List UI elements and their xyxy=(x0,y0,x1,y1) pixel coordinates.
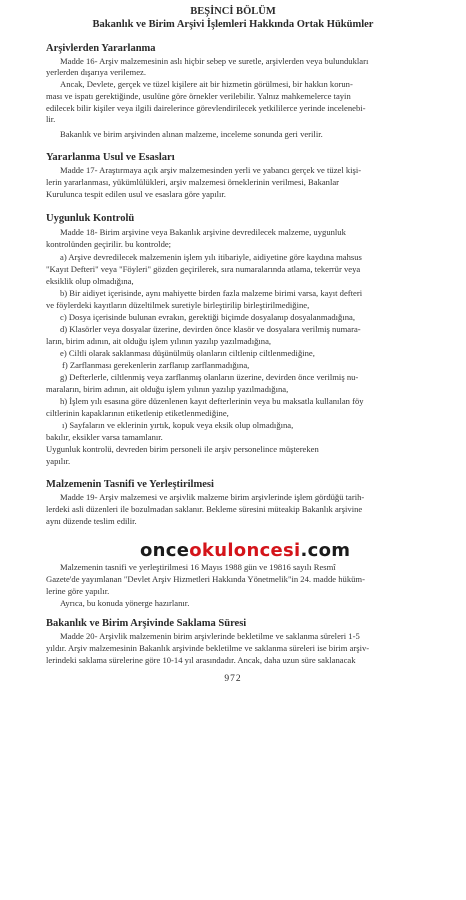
paragraph-line: Madde 17- Araştırmaya açık arşiv malzemesinden yerli ve yabancı gerçek ve tüzel kişi- xyxy=(60,165,362,175)
paragraph-line: Ayrıca, bu konuda yönerge hazırlanır. xyxy=(60,598,190,608)
paragraph-line: kontrolünden geçirilir. bu kontrolde; xyxy=(46,239,172,249)
paragraph-line: e) Ciltli olarak saklanması düşünülmüş olanların ciltlenip ciltlenmediğine, xyxy=(60,348,315,358)
paragraph-line: Gazete'de yayımlanan "Devlet Arşiv Hizmetleri Hakkında Yönetmelik"in 24. madde hüküm- xyxy=(46,574,365,584)
section-heading: Bakanlık ve Birim Arşivinde Saklama Süresi xyxy=(46,618,247,629)
paragraph-line: Kurulunca tespit edilen usul ve esaslara göre yapılır. xyxy=(46,189,226,199)
paragraph-line: yerlerden dışarıya verilemez. xyxy=(46,67,146,77)
watermark-part: once xyxy=(140,540,190,561)
paragraph-line: lerine göre yapılır. xyxy=(46,586,110,596)
paragraph-line: Ancak, Devlete, gerçek ve tüzel kişilere ait bir hizmetin görülmesi, bir hakkın korun- xyxy=(60,79,353,89)
paragraph-line: d) Klasörler veya dosyalar üzerine, devirden önce klasör ve dosyalara verilmiş numara- xyxy=(60,324,361,334)
paragraph-line: a) Arşive devredilecek malzemenin işlem yılı itibariyle, aidiyetine göre kaydına mahsus xyxy=(60,252,362,262)
paragraph-line: ve föylerdeki kayıtların düzeltilmek suretiyle birleştirilip birleştirilmediğine, xyxy=(46,300,310,310)
paragraph-line: ların, birim adının, ait olduğu işlem yılının yazılıp yazılmadığına, xyxy=(46,336,272,346)
paragraph-line: lerindeki saklama sürelerine göre 10-14 yıl arasındadır. Ancak, daha uzun süre saklanacak xyxy=(46,655,356,665)
paragraph-line: Madde 16- Arşiv malzemesinin aslı hiçbir sebep ve suretle, arşivlerden veya bulundukları xyxy=(60,56,369,66)
section-heading: Malzemenin Tasnifi ve Yerleştirilmesi xyxy=(46,479,214,490)
section-heading: Arşivlerden Yararlanma xyxy=(46,43,156,54)
watermark-part: .com xyxy=(300,540,351,561)
paragraph-line: bakılır, eksikler varsa tamamlanır. xyxy=(46,432,163,442)
paragraph-line: b) Bir aidiyet içerisinde, aynı mahiyette birden fazla malzeme birimi varsa, kayıt defteri xyxy=(60,288,363,298)
paragraph-line: edilecek bilir kişiler veya ilgili dairelerince görevlendirilecek yetkililerce yerinde incelenebi- xyxy=(46,103,366,113)
paragraph-line: aynı düzende teslim edilir. xyxy=(46,516,137,526)
paragraph-line: eksiklik olup olmadığına, xyxy=(46,276,134,286)
paragraph-line: maraların, birim adının, ait olduğu işlem yılının yazılıp yazılmadığına, xyxy=(46,384,289,394)
paragraph-line: ı) Sayfaların ve eklerinin yırtık, kopuk veya eksik olup olmadığına, xyxy=(62,420,294,430)
watermark xyxy=(140,540,350,561)
paragraph-line: lerin yararlanması, yükümlülükleri, arşiv malzemesi örneklerinin verilmesi, Bakanlar xyxy=(46,177,340,187)
chapter-subtitle: Bakanlık ve Birim Arşivi İşlemleri Hakkında Ortak Hükümler xyxy=(92,19,374,30)
page-number: 972 xyxy=(224,674,242,684)
paragraph-line: lerdeki asli düzenleri ile bozulmadan saklanır. Bekleme süresini müteakip Bakanlık arşivine xyxy=(46,504,363,514)
paragraph-line: ciltlerinin kapaklarının etiketlenip etiketlenmediğine, xyxy=(46,408,229,418)
paragraph-line: g) Defterlerle, ciltlenmiş veya zarflanmış olanların üzerine, devirden önce verilmiş nu- xyxy=(60,372,359,382)
watermark-part: okuloncesi xyxy=(189,540,301,561)
paragraph-line: Madde 18- Birim arşivine veya Bakanlık arşivine devredilecek malzeme, uygunluk xyxy=(60,227,346,237)
paragraph-line: lir. xyxy=(46,114,56,124)
section-heading: Yararlanma Usul ve Esasları xyxy=(46,152,175,163)
paragraph-line: yıldır. Arşiv malzemesinin Bakanlık arşivinde bekletilme ve saklanma süreleri ise birim arşiv- xyxy=(46,643,370,653)
paragraph-line: Malzemenin tasnifi ve yerleştirilmesi 16 Mayıs 1988 gün ve 19816 sayılı Resmî xyxy=(60,562,336,572)
chapter-title: BEŞİNCİ BÖLÜM xyxy=(190,6,276,17)
paragraph-line: ması ve ispatı gerektiğinde, usulüne göre örnekler verilebilir. Yalnız mahkemelerce tayin xyxy=(46,91,351,101)
paragraph-line: Uygunluk kontrolü, devreden birim personeli ile arşiv personelince müştereken xyxy=(46,444,319,454)
paragraph-line: Madde 19- Arşiv malzemesi ve arşivlik malzeme birim arşivlerinde işlem gördüğü tarih- xyxy=(60,492,365,502)
paragraph-line: Madde 20- Arşivlik malzemenin birim arşivlerinde bekletilme ve saklanma süreleri 1-5 xyxy=(60,631,360,641)
paragraph-line: Bakanlık ve birim arşivinden alınan malzeme, inceleme sonunda geri verilir. xyxy=(60,129,323,139)
paragraph-line: c) Dosya içerisinde bulunan evrakın, gerektiği biçimde dosyalanıp dosyalanmadığına, xyxy=(60,312,355,322)
paragraph-line: "Kayıt Defteri" veya "Föyleri" gözden geçirilerek, sıra numaralarında atlama, tekerrür veya xyxy=(46,264,361,274)
section-heading: Uygunluk Kontrolü xyxy=(46,213,135,224)
paragraph-line: h) İşlem yılı esasına göre düzenlenen kayıt defterlerinin veya bu maksatla kullanılan föy xyxy=(60,396,364,406)
paragraph-line: f) Zarflanması gerekenlerin zarflanıp zarflanmadığına, xyxy=(62,360,250,370)
paragraph-line: yapılır. xyxy=(46,456,71,466)
